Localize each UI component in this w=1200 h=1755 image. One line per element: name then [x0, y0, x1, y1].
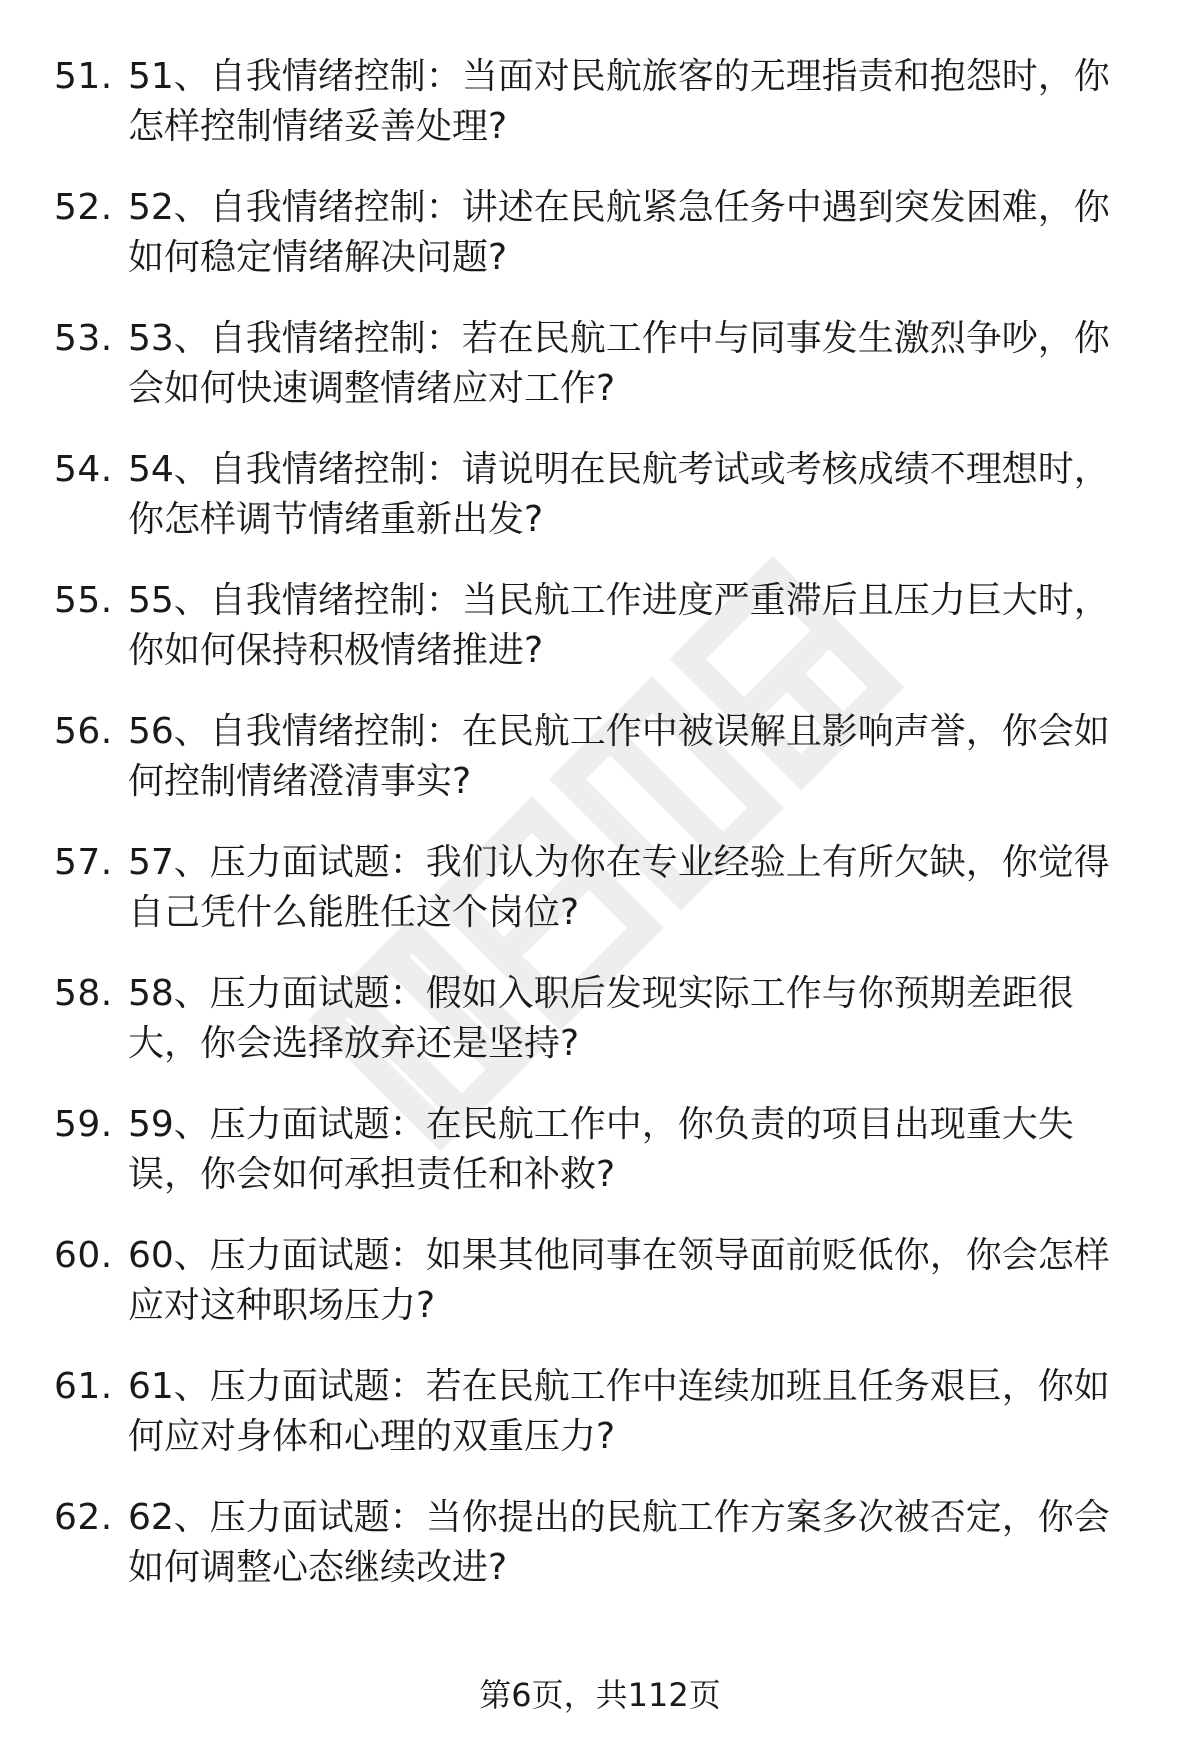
question-text: 60、压力面试题：如果其他同事在领导面前贬低你，你会怎样应对这种职场压力?	[128, 1235, 1110, 1326]
item-number: 60.	[54, 1235, 113, 1276]
list-item	[0, 576, 1200, 690]
list-item	[0, 183, 1200, 297]
item-number: 53.	[54, 318, 113, 359]
question-text: 57、压力面试题：我们认为你在专业经验上有所欠缺，你觉得自己凭什么能胜任这个岗位?	[128, 842, 1110, 933]
page-number-label: 第6页，共112页	[479, 1676, 721, 1714]
list-item	[0, 707, 1200, 821]
page-footer	[0, 1675, 1200, 1715]
question-text: 56、自我情绪控制：在民航工作中被误解且影响声誉，你会如何控制情绪澄清事实?	[128, 711, 1110, 802]
list-item	[0, 1493, 1200, 1607]
question-text: 59、压力面试题：在民航工作中，你负责的项目出现重大失误，你会如何承担责任和补救?	[128, 1104, 1074, 1195]
item-number: 51.	[54, 56, 113, 97]
list-item	[0, 838, 1200, 952]
item-number: 61.	[54, 1366, 113, 1407]
item-number: 56.	[54, 711, 113, 752]
item-number: 52.	[54, 187, 113, 228]
item-number: 57.	[54, 842, 113, 883]
question-text: 52、自我情绪控制：讲述在民航紧急任务中遇到突发困难，你如何稳定情绪解决问题?	[128, 187, 1110, 278]
list-item	[0, 52, 1200, 166]
question-text: 58、压力面试题：假如入职后发现实际工作与你预期差距很大，你会选择放弃还是坚持?	[128, 973, 1074, 1064]
question-text: 55、自我情绪控制：当民航工作进度严重滞后且压力巨大时，你如何保持积极情绪推进?	[128, 580, 1110, 671]
list-item	[0, 314, 1200, 428]
list-item	[0, 1100, 1200, 1214]
item-number: 55.	[54, 580, 113, 621]
list-item	[0, 1231, 1200, 1345]
list-item	[0, 969, 1200, 1083]
question-text: 54、自我情绪控制：请说明在民航考试或考核成绩不理想时，你怎样调节情绪重新出发?	[128, 449, 1110, 540]
item-number: 62.	[54, 1497, 113, 1538]
question-text: 53、自我情绪控制：若在民航工作中与同事发生激烈争吵，你会如何快速调整情绪应对工作?	[128, 318, 1110, 409]
item-number: 54.	[54, 449, 113, 490]
list-item	[0, 445, 1200, 559]
question-text: 62、压力面试题：当你提出的民航工作方案多次被否定，你会如何调整心态继续改进?	[128, 1497, 1110, 1588]
item-number: 58.	[54, 973, 113, 1014]
question-text: 61、压力面试题：若在民航工作中连续加班且任务艰巨，你如何应对身体和心理的双重压力?	[128, 1366, 1110, 1457]
item-number: 59.	[54, 1104, 113, 1145]
list-item	[0, 1362, 1200, 1476]
question-list	[0, 52, 1200, 1624]
question-text: 51、自我情绪控制：当面对民航旅客的无理指责和抱怨时，你怎样控制情绪妥善处理?	[128, 56, 1110, 147]
